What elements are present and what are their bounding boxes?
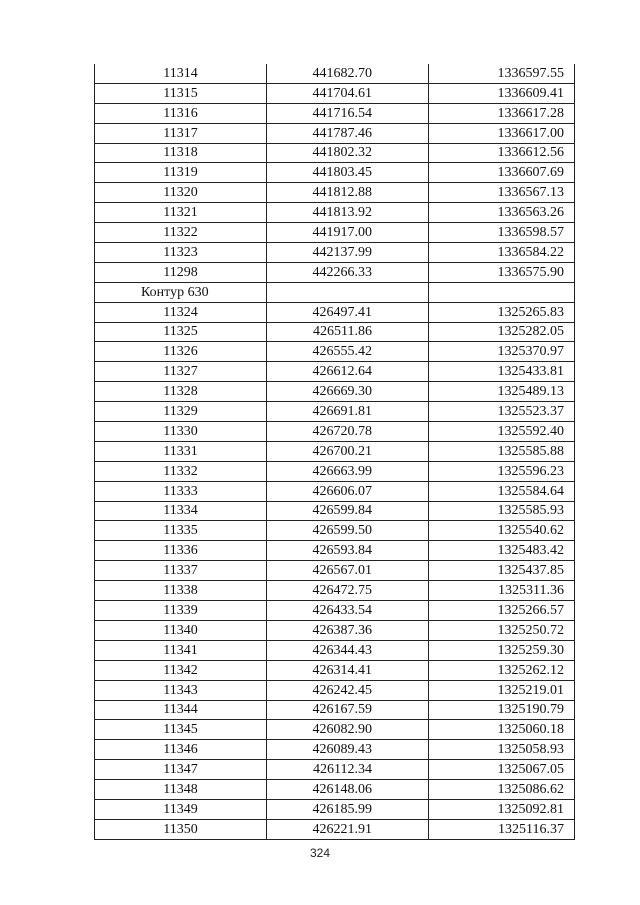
table-row bbox=[95, 481, 575, 501]
coordinates-table-body bbox=[95, 64, 575, 839]
point-number: 11348 bbox=[95, 780, 267, 800]
point-number: 11342 bbox=[95, 660, 267, 680]
x-coordinate: 426669.30 bbox=[267, 382, 429, 402]
point-number: 11334 bbox=[95, 501, 267, 521]
x-coordinate: 426511.86 bbox=[267, 322, 429, 342]
point-number: 11319 bbox=[95, 163, 267, 183]
point-number: 11344 bbox=[95, 700, 267, 720]
y-coordinate: 1336575.90 bbox=[429, 262, 575, 282]
point-number: 11316 bbox=[95, 103, 267, 123]
y-coordinate: 1325311.36 bbox=[429, 581, 575, 601]
y-coordinate: 1325092.81 bbox=[429, 799, 575, 819]
table-row bbox=[95, 819, 575, 839]
x-coordinate: 426567.01 bbox=[267, 561, 429, 581]
y-coordinate: 1325190.79 bbox=[429, 700, 575, 720]
y-coordinate: 1325250.72 bbox=[429, 620, 575, 640]
table-row bbox=[95, 561, 575, 581]
table-row bbox=[95, 163, 575, 183]
table-row bbox=[95, 799, 575, 819]
point-number: 11317 bbox=[95, 123, 267, 143]
table-row bbox=[95, 402, 575, 422]
y-coordinate: 1325282.05 bbox=[429, 322, 575, 342]
table-row bbox=[95, 223, 575, 243]
table-row bbox=[95, 123, 575, 143]
x-coordinate: 426148.06 bbox=[267, 780, 429, 800]
x-coordinate: 442137.99 bbox=[267, 243, 429, 263]
point-number: 11323 bbox=[95, 243, 267, 263]
x-coordinate: 426612.64 bbox=[267, 362, 429, 382]
x-coordinate: 426700.21 bbox=[267, 441, 429, 461]
x-coordinate: 426497.41 bbox=[267, 302, 429, 322]
x-coordinate: 441787.46 bbox=[267, 123, 429, 143]
point-number: 11340 bbox=[95, 620, 267, 640]
y-coordinate: 1336617.00 bbox=[429, 123, 575, 143]
point-number: 11341 bbox=[95, 640, 267, 660]
table-row bbox=[95, 302, 575, 322]
point-number: 11345 bbox=[95, 720, 267, 740]
table-row bbox=[95, 103, 575, 123]
y-coordinate: 1325584.64 bbox=[429, 481, 575, 501]
y-coordinate: 1336597.55 bbox=[429, 64, 575, 83]
x-coordinate: 426082.90 bbox=[267, 720, 429, 740]
table-row bbox=[95, 64, 575, 83]
table-row bbox=[95, 262, 575, 282]
y-coordinate: 1325523.37 bbox=[429, 402, 575, 422]
table-row bbox=[95, 521, 575, 541]
table-row bbox=[95, 441, 575, 461]
point-number: 11350 bbox=[95, 819, 267, 839]
table-row bbox=[95, 700, 575, 720]
table-row bbox=[95, 620, 575, 640]
y-coordinate: 1325370.97 bbox=[429, 342, 575, 362]
x-coordinate: 441704.61 bbox=[267, 83, 429, 103]
x-coordinate: 426112.34 bbox=[267, 760, 429, 780]
x-coordinate: 441917.00 bbox=[267, 223, 429, 243]
x-coordinate: 441813.92 bbox=[267, 203, 429, 223]
x-coordinate: 426433.54 bbox=[267, 601, 429, 621]
table-row bbox=[95, 680, 575, 700]
point-number: 11330 bbox=[95, 422, 267, 442]
empty-cell bbox=[267, 282, 429, 302]
x-coordinate: 426314.41 bbox=[267, 660, 429, 680]
table-row bbox=[95, 243, 575, 263]
point-number: 11318 bbox=[95, 143, 267, 163]
y-coordinate: 1325489.13 bbox=[429, 382, 575, 402]
x-coordinate: 442266.33 bbox=[267, 262, 429, 282]
y-coordinate: 1336598.57 bbox=[429, 223, 575, 243]
point-number: 11322 bbox=[95, 223, 267, 243]
table-row bbox=[95, 581, 575, 601]
x-coordinate: 426167.59 bbox=[267, 700, 429, 720]
point-number: 11339 bbox=[95, 601, 267, 621]
table-row bbox=[95, 720, 575, 740]
y-coordinate: 1336584.22 bbox=[429, 243, 575, 263]
x-coordinate: 426555.42 bbox=[267, 342, 429, 362]
table-row bbox=[95, 342, 575, 362]
x-coordinate: 426387.36 bbox=[267, 620, 429, 640]
point-number: 11326 bbox=[95, 342, 267, 362]
table-row bbox=[95, 660, 575, 680]
y-coordinate: 1325058.93 bbox=[429, 740, 575, 760]
y-coordinate: 1325585.88 bbox=[429, 441, 575, 461]
x-coordinate: 426593.84 bbox=[267, 541, 429, 561]
x-coordinate: 441802.32 bbox=[267, 143, 429, 163]
x-coordinate: 426089.43 bbox=[267, 740, 429, 760]
y-coordinate: 1336567.13 bbox=[429, 183, 575, 203]
page-number: 324 bbox=[309, 846, 331, 860]
table-row bbox=[95, 461, 575, 481]
x-coordinate: 426599.50 bbox=[267, 521, 429, 541]
empty-cell bbox=[429, 282, 575, 302]
point-number: 11343 bbox=[95, 680, 267, 700]
y-coordinate: 1336617.28 bbox=[429, 103, 575, 123]
table-row bbox=[95, 183, 575, 203]
point-number: 11338 bbox=[95, 581, 267, 601]
y-coordinate: 1325116.37 bbox=[429, 819, 575, 839]
point-number: 11325 bbox=[95, 322, 267, 342]
point-number: 11336 bbox=[95, 541, 267, 561]
point-number: 11327 bbox=[95, 362, 267, 382]
x-coordinate: 441803.45 bbox=[267, 163, 429, 183]
table-row bbox=[95, 362, 575, 382]
y-coordinate: 1336609.41 bbox=[429, 83, 575, 103]
table-row bbox=[95, 322, 575, 342]
y-coordinate: 1325060.18 bbox=[429, 720, 575, 740]
x-coordinate: 426606.07 bbox=[267, 481, 429, 501]
x-coordinate: 426720.78 bbox=[267, 422, 429, 442]
y-coordinate: 1325259.30 bbox=[429, 640, 575, 660]
x-coordinate: 426242.45 bbox=[267, 680, 429, 700]
x-coordinate: 426472.75 bbox=[267, 581, 429, 601]
y-coordinate: 1325086.62 bbox=[429, 780, 575, 800]
y-coordinate: 1325433.81 bbox=[429, 362, 575, 382]
point-number: 11315 bbox=[95, 83, 267, 103]
x-coordinate: 426599.84 bbox=[267, 501, 429, 521]
table-row bbox=[95, 640, 575, 660]
y-coordinate: 1325262.12 bbox=[429, 660, 575, 680]
x-coordinate: 426663.99 bbox=[267, 461, 429, 481]
point-number: 11324 bbox=[95, 302, 267, 322]
point-number: 11337 bbox=[95, 561, 267, 581]
point-number: 11335 bbox=[95, 521, 267, 541]
table-row bbox=[95, 382, 575, 402]
point-number: 11320 bbox=[95, 183, 267, 203]
y-coordinate: 1325596.23 bbox=[429, 461, 575, 481]
table-row bbox=[95, 83, 575, 103]
x-coordinate: 426691.81 bbox=[267, 402, 429, 422]
point-number: 11321 bbox=[95, 203, 267, 223]
y-coordinate: 1336607.69 bbox=[429, 163, 575, 183]
point-number: 11332 bbox=[95, 461, 267, 481]
table-row bbox=[95, 601, 575, 621]
table-row bbox=[95, 780, 575, 800]
x-coordinate: 441716.54 bbox=[267, 103, 429, 123]
y-coordinate: 1325219.01 bbox=[429, 680, 575, 700]
x-coordinate: 441812.88 bbox=[267, 183, 429, 203]
coordinates-table bbox=[94, 64, 575, 840]
point-number: 11333 bbox=[95, 481, 267, 501]
contour-label: Контур 630 bbox=[95, 282, 267, 302]
table-row bbox=[95, 143, 575, 163]
point-number: 11349 bbox=[95, 799, 267, 819]
y-coordinate: 1325540.62 bbox=[429, 521, 575, 541]
y-coordinate: 1325437.85 bbox=[429, 561, 575, 581]
y-coordinate: 1325483.42 bbox=[429, 541, 575, 561]
x-coordinate: 441682.70 bbox=[267, 64, 429, 83]
table-row bbox=[95, 760, 575, 780]
y-coordinate: 1336563.26 bbox=[429, 203, 575, 223]
point-number: 11347 bbox=[95, 760, 267, 780]
x-coordinate: 426344.43 bbox=[267, 640, 429, 660]
table-row bbox=[95, 501, 575, 521]
y-coordinate: 1336612.56 bbox=[429, 143, 575, 163]
table-row bbox=[95, 203, 575, 223]
point-number: 11328 bbox=[95, 382, 267, 402]
table-row bbox=[95, 422, 575, 442]
x-coordinate: 426221.91 bbox=[267, 819, 429, 839]
point-number: 11331 bbox=[95, 441, 267, 461]
point-number: 11329 bbox=[95, 402, 267, 422]
x-coordinate: 426185.99 bbox=[267, 799, 429, 819]
contour-header-row bbox=[95, 282, 575, 302]
y-coordinate: 1325067.05 bbox=[429, 760, 575, 780]
point-number: 11346 bbox=[95, 740, 267, 760]
point-number: 11298 bbox=[95, 262, 267, 282]
table-row bbox=[95, 740, 575, 760]
y-coordinate: 1325592.40 bbox=[429, 422, 575, 442]
y-coordinate: 1325266.57 bbox=[429, 601, 575, 621]
y-coordinate: 1325585.93 bbox=[429, 501, 575, 521]
table-row bbox=[95, 541, 575, 561]
y-coordinate: 1325265.83 bbox=[429, 302, 575, 322]
point-number: 11314 bbox=[95, 64, 267, 83]
